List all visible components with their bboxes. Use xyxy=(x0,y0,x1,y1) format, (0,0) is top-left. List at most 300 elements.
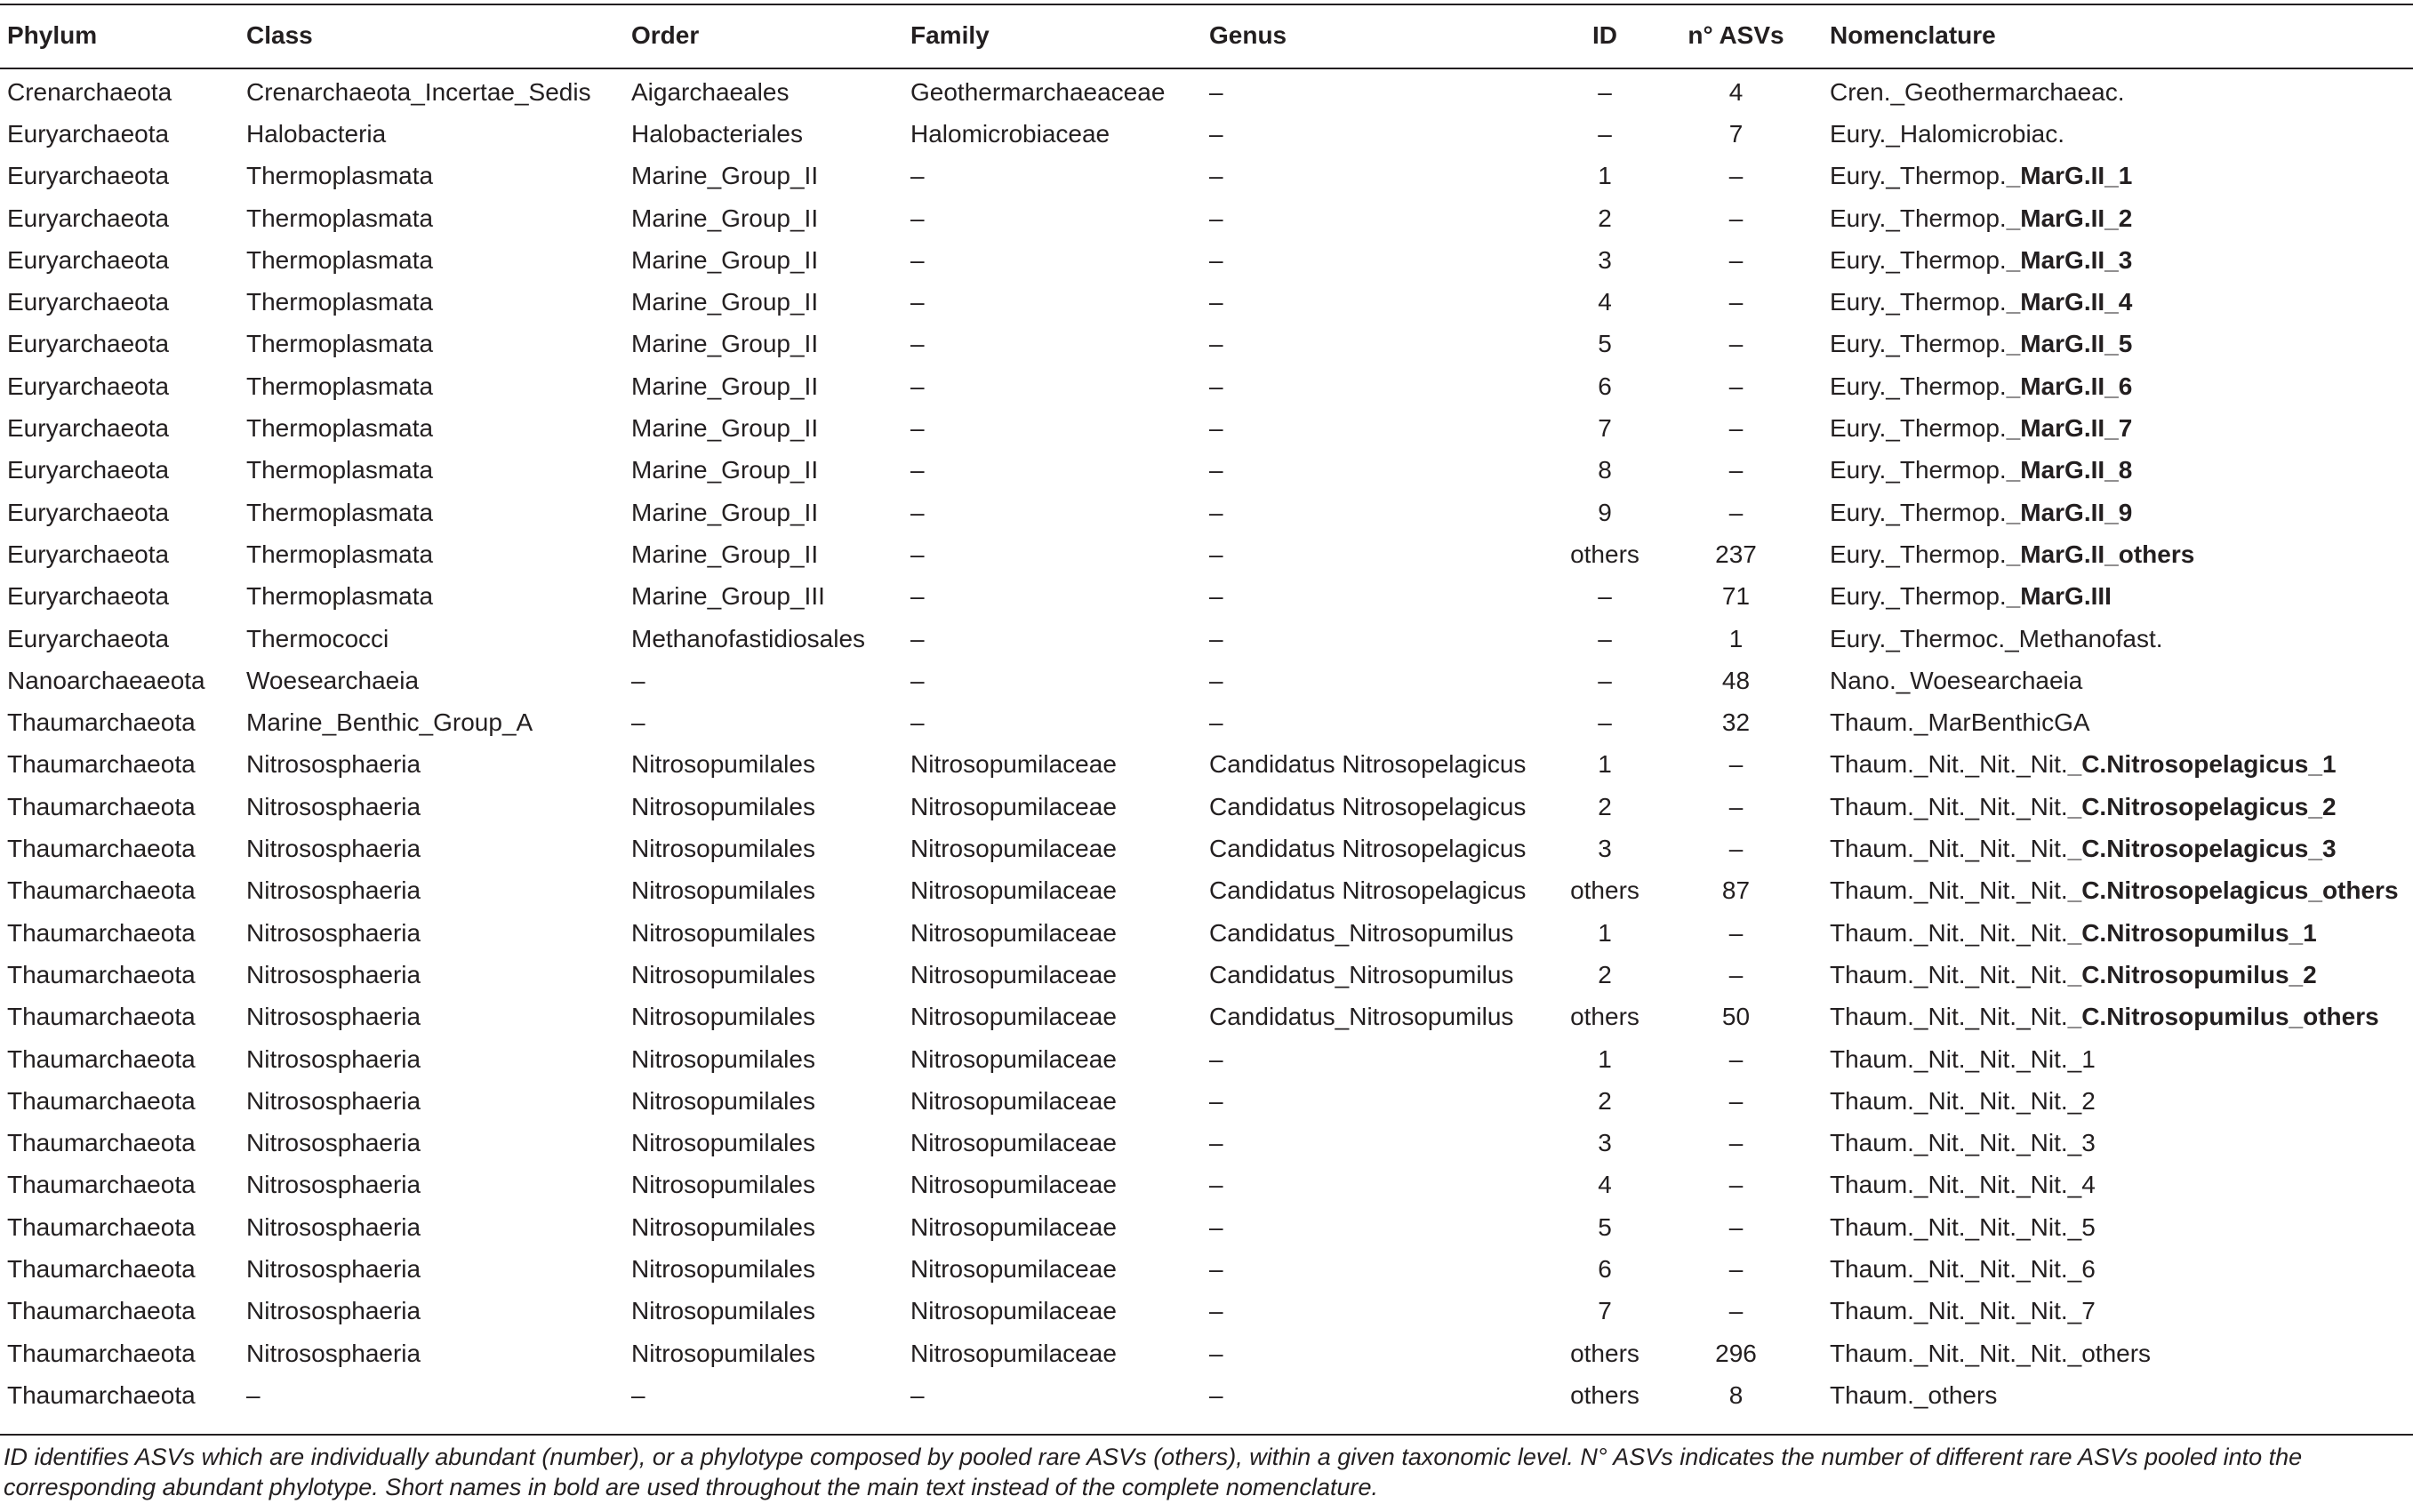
cell-id: – xyxy=(1598,666,1612,694)
cell-family: Nitrosopumilaceae xyxy=(910,918,1117,947)
table-header-row xyxy=(0,4,2413,68)
cell-family: Nitrosopumilaceae xyxy=(910,1297,1117,1325)
cell-family: – xyxy=(910,372,925,400)
cell-phylum: Crenarchaeota xyxy=(7,77,172,106)
cell-nomenclature xyxy=(1830,450,2132,492)
header-family: Family xyxy=(910,21,990,49)
cell-id: 4 xyxy=(1598,1171,1612,1199)
cell-id: 2 xyxy=(1598,960,1612,988)
cell-nomenclature xyxy=(1830,1374,1997,1416)
cell-genus: – xyxy=(1209,162,1223,190)
cell-genus: – xyxy=(1209,414,1223,443)
table-row xyxy=(0,786,2413,828)
cell-asv-count: – xyxy=(1728,162,1744,190)
cell-class: Nitrososphaeria xyxy=(246,1255,421,1284)
cell-class: – xyxy=(246,1380,261,1409)
cell-family: – xyxy=(910,414,925,443)
cell-asv-count: 50 xyxy=(1721,1003,1751,1031)
cell-asv-count: 8 xyxy=(1728,1380,1744,1409)
cell-phylum: Euryarchaeota xyxy=(7,288,170,316)
nomenclature-text: Eury._Thermoc._Methanofast. xyxy=(1830,624,2163,652)
cell-family: – xyxy=(910,162,925,190)
cell-genus: – xyxy=(1209,1171,1223,1199)
cell-order: Marine_Group_II xyxy=(631,288,819,316)
cell-class: Thermoplasmata xyxy=(246,288,434,316)
table-row xyxy=(0,828,2413,869)
cell-asv-count: – xyxy=(1728,750,1744,779)
cell-nomenclature xyxy=(1830,1332,2151,1374)
table-row xyxy=(0,1332,2413,1374)
cell-id: 1 xyxy=(1598,918,1612,947)
cell-asv-count: 87 xyxy=(1721,876,1751,905)
cell-order: Nitrosopumilales xyxy=(631,1129,815,1157)
nomenclature-short-name: _MarG.II_3 xyxy=(2006,245,2133,274)
nomenclature-text: Nano._Woesearchaeia xyxy=(1830,666,2083,694)
table-row xyxy=(0,324,2413,365)
cell-id: others xyxy=(1570,1380,1639,1409)
cell-family: – xyxy=(910,708,925,737)
cell-order: Nitrosopumilales xyxy=(631,1339,815,1367)
cell-phylum: Thaumarchaeota xyxy=(7,1212,196,1241)
nomenclature-text: Eury._Thermop. xyxy=(1830,204,2007,232)
cell-genus: – xyxy=(1209,1212,1223,1241)
nomenclature-text: Thaum._Nit._Nit._Nit. xyxy=(1830,960,2068,988)
header-genus: Genus xyxy=(1209,21,1287,49)
cell-order: – xyxy=(631,666,645,694)
cell-id: 2 xyxy=(1598,792,1612,820)
cell-class: Thermoplasmata xyxy=(246,162,434,190)
cell-genus: Candidatus_Nitrosopumilus xyxy=(1209,960,1514,988)
nomenclature-short-name: _MarG.II_4 xyxy=(2006,288,2133,316)
cell-genus: – xyxy=(1209,1044,1223,1073)
nomenclature-text: Eury._Thermop. xyxy=(1830,372,2007,400)
cell-family: Nitrosopumilaceae xyxy=(910,835,1117,863)
cell-phylum: Euryarchaeota xyxy=(7,498,170,526)
cell-family: – xyxy=(910,245,925,274)
cell-genus: – xyxy=(1209,582,1223,611)
table-row xyxy=(0,1291,2413,1332)
cell-nomenclature xyxy=(1830,324,2132,365)
cell-order: Nitrosopumilales xyxy=(631,960,815,988)
cell-genus: Candidatus_Nitrosopumilus xyxy=(1209,918,1514,947)
nomenclature-text: Eury._Thermop. xyxy=(1830,245,2007,274)
cell-nomenclature xyxy=(1830,197,2132,239)
cell-family: – xyxy=(910,624,925,652)
table-bottom-rule xyxy=(0,1434,2413,1436)
cell-asv-count: – xyxy=(1728,498,1744,526)
cell-class: Nitrososphaeria xyxy=(246,1086,421,1115)
table-row xyxy=(0,576,2413,618)
cell-nomenclature xyxy=(1830,870,2399,912)
cell-id: – xyxy=(1598,77,1612,106)
cell-class: Nitrososphaeria xyxy=(246,835,421,863)
cell-nomenclature xyxy=(1830,1123,2096,1164)
nomenclature-short-name: _C.Nitrosopelagicus_others xyxy=(2067,876,2399,905)
table-row xyxy=(0,1164,2413,1206)
cell-order: Marine_Group_III xyxy=(631,582,825,611)
nomenclature-short-name: _C.Nitrosopumilus_2 xyxy=(2067,960,2317,988)
cell-phylum: Euryarchaeota xyxy=(7,119,170,148)
cell-phylum: Thaumarchaeota xyxy=(7,960,196,988)
cell-id: 5 xyxy=(1598,1212,1612,1241)
nomenclature-text: Thaum._others xyxy=(1830,1380,1998,1409)
cell-id: 6 xyxy=(1598,372,1612,400)
cell-id: 7 xyxy=(1598,1297,1612,1325)
cell-class: Marine_Benthic_Group_A xyxy=(246,708,533,737)
table-row xyxy=(0,702,2413,744)
cell-id: 4 xyxy=(1598,288,1612,316)
cell-class: Crenarchaeota_Incertae_Sedis xyxy=(246,77,591,106)
cell-order: Nitrosopumilales xyxy=(631,918,815,947)
nomenclature-text: Eury._Thermop. xyxy=(1830,582,2007,611)
nomenclature-text: Thaum._MarBenthicGA xyxy=(1830,708,2090,737)
cell-id: 2 xyxy=(1598,1086,1612,1115)
cell-family: – xyxy=(910,582,925,611)
cell-genus: – xyxy=(1209,540,1223,568)
cell-class: Thermoplasmata xyxy=(246,582,434,611)
cell-class: Thermococci xyxy=(246,624,389,652)
table-row xyxy=(0,954,2413,996)
cell-nomenclature xyxy=(1830,113,2064,155)
nomenclature-text: Eury._Thermop. xyxy=(1830,162,2007,190)
cell-nomenclature xyxy=(1830,912,2317,954)
cell-asv-count: 32 xyxy=(1721,708,1751,737)
cell-family: Nitrosopumilaceae xyxy=(910,792,1117,820)
cell-family: Nitrosopumilaceae xyxy=(910,1339,1117,1367)
cell-genus: – xyxy=(1209,666,1223,694)
cell-order: Nitrosopumilales xyxy=(631,792,815,820)
cell-asv-count: – xyxy=(1728,1171,1744,1199)
nomenclature-short-name: _C.Nitrosopelagicus_3 xyxy=(2067,835,2337,863)
cell-class: Nitrososphaeria xyxy=(246,1297,421,1325)
table-row xyxy=(0,113,2413,155)
cell-asv-count: – xyxy=(1728,1255,1744,1284)
cell-id: others xyxy=(1570,1339,1639,1367)
cell-class: Thermoplasmata xyxy=(246,204,434,232)
cell-asv-count: 71 xyxy=(1721,582,1751,611)
cell-asv-count: 7 xyxy=(1728,119,1744,148)
cell-asv-count: – xyxy=(1728,792,1744,820)
cell-class: Nitrososphaeria xyxy=(246,750,421,779)
nomenclature-short-name: _MarG.II_1 xyxy=(2006,162,2133,190)
table-row xyxy=(0,1248,2413,1290)
cell-family: Nitrosopumilaceae xyxy=(910,1129,1117,1157)
cell-genus: – xyxy=(1209,119,1223,148)
nomenclature-text: Thaum._Nit._Nit._Nit. xyxy=(1830,918,2068,947)
cell-genus: Candidatus Nitrosopelagicus xyxy=(1209,835,1527,863)
cell-order: Nitrosopumilales xyxy=(631,1171,815,1199)
table-row xyxy=(0,660,2413,701)
cell-asv-count: – xyxy=(1728,204,1744,232)
cell-phylum: Euryarchaeota xyxy=(7,414,170,443)
cell-genus: – xyxy=(1209,1086,1223,1115)
cell-asv-count: – xyxy=(1728,1212,1744,1241)
cell-asv-count: – xyxy=(1728,372,1744,400)
nomenclature-text: Eury._Halomicrobiac. xyxy=(1830,119,2065,148)
cell-class: Woesearchaeia xyxy=(246,666,420,694)
cell-asv-count: – xyxy=(1728,288,1744,316)
cell-phylum: Thaumarchaeota xyxy=(7,792,196,820)
nomenclature-short-name: _C.Nitrosopumilus_1 xyxy=(2067,918,2317,947)
cell-id: 1 xyxy=(1598,1044,1612,1073)
cell-asv-count: – xyxy=(1728,330,1744,358)
cell-id: others xyxy=(1570,540,1639,568)
cell-id: 2 xyxy=(1598,204,1612,232)
cell-genus: – xyxy=(1209,1255,1223,1284)
cell-id: 1 xyxy=(1598,750,1612,779)
cell-family: Nitrosopumilaceae xyxy=(910,1044,1117,1073)
cell-order: Marine_Group_II xyxy=(631,498,819,526)
cell-asv-count: – xyxy=(1728,1044,1744,1073)
nomenclature-text: Thaum._Nit._Nit._Nit._4 xyxy=(1830,1171,2096,1199)
nomenclature-short-name: _MarG.II_others xyxy=(2006,540,2195,568)
cell-order: Nitrosopumilales xyxy=(631,876,815,905)
nomenclature-text: Eury._Thermop. xyxy=(1830,288,2007,316)
cell-id: 3 xyxy=(1598,1129,1612,1157)
table-row xyxy=(0,1038,2413,1080)
header-phylum: Phylum xyxy=(7,21,98,49)
cell-order: Marine_Group_II xyxy=(631,245,819,274)
cell-nomenclature xyxy=(1830,618,2163,660)
cell-order: Marine_Group_II xyxy=(631,456,819,484)
cell-asv-count: – xyxy=(1728,1297,1744,1325)
cell-phylum: Euryarchaeota xyxy=(7,456,170,484)
cell-nomenclature xyxy=(1830,828,2337,869)
cell-class: Nitrososphaeria xyxy=(246,1212,421,1241)
nomenclature-text: Thaum._Nit._Nit._Nit._5 xyxy=(1830,1212,2096,1241)
header-nomenclature: Nomenclature xyxy=(1830,21,1996,49)
table-row xyxy=(0,71,2413,113)
cell-nomenclature xyxy=(1830,1206,2096,1248)
nomenclature-short-name: _MarG.II_9 xyxy=(2006,498,2133,526)
table-row xyxy=(0,744,2413,786)
cell-nomenclature xyxy=(1830,282,2132,324)
table-row xyxy=(0,996,2413,1038)
cell-asv-count: – xyxy=(1728,1086,1744,1115)
table-row xyxy=(0,533,2413,575)
nomenclature-short-name: _C.Nitrosopumilus_others xyxy=(2067,1003,2379,1031)
table-row xyxy=(0,1080,2413,1122)
cell-id: 3 xyxy=(1598,245,1612,274)
nomenclature-text: Thaum._Nit._Nit._Nit. xyxy=(1830,1003,2068,1031)
nomenclature-text: Cren._Geothermarchaeac. xyxy=(1830,77,2125,106)
cell-phylum: Euryarchaeota xyxy=(7,162,170,190)
cell-order: Nitrosopumilales xyxy=(631,1212,815,1241)
cell-asv-count: – xyxy=(1728,918,1744,947)
cell-phylum: Euryarchaeota xyxy=(7,372,170,400)
cell-class: Thermoplasmata xyxy=(246,372,434,400)
cell-id: 3 xyxy=(1598,835,1612,863)
cell-family: Nitrosopumilaceae xyxy=(910,1212,1117,1241)
cell-class: Thermoplasmata xyxy=(246,414,434,443)
cell-phylum: Euryarchaeota xyxy=(7,245,170,274)
cell-family: Nitrosopumilaceae xyxy=(910,1171,1117,1199)
nomenclature-text: Eury._Thermop. xyxy=(1830,498,2007,526)
cell-id: – xyxy=(1598,119,1612,148)
cell-asv-count: 237 xyxy=(1715,540,1757,568)
cell-phylum: Thaumarchaeota xyxy=(7,876,196,905)
cell-genus: – xyxy=(1209,1129,1223,1157)
cell-nomenclature xyxy=(1830,1038,2096,1080)
cell-asv-count: – xyxy=(1728,1129,1744,1157)
header-asv-count: n° ASVs xyxy=(1687,21,1784,49)
cell-nomenclature xyxy=(1830,702,2090,744)
table-row xyxy=(0,492,2413,533)
cell-phylum: Thaumarchaeota xyxy=(7,1129,196,1157)
cell-phylum: Thaumarchaeota xyxy=(7,1297,196,1325)
cell-genus: – xyxy=(1209,204,1223,232)
nomenclature-text: Thaum._Nit._Nit._Nit._6 xyxy=(1830,1255,2096,1284)
table-row xyxy=(0,1123,2413,1164)
cell-family: – xyxy=(910,456,925,484)
cell-genus: Candidatus Nitrosopelagicus xyxy=(1209,876,1527,905)
cell-id: 1 xyxy=(1598,162,1612,190)
cell-asv-count: 1 xyxy=(1728,624,1744,652)
cell-genus: – xyxy=(1209,624,1223,652)
cell-order: Nitrosopumilales xyxy=(631,1255,815,1284)
cell-family: Geothermarchaeaceae xyxy=(910,77,1166,106)
table-row xyxy=(0,870,2413,912)
cell-family: Nitrosopumilaceae xyxy=(910,876,1117,905)
cell-nomenclature xyxy=(1830,1291,2096,1332)
nomenclature-short-name: _MarG.II_7 xyxy=(2006,414,2133,443)
cell-class: Nitrososphaeria xyxy=(246,960,421,988)
cell-nomenclature xyxy=(1830,239,2132,281)
cell-id: – xyxy=(1598,708,1612,737)
cell-class: Nitrososphaeria xyxy=(246,1171,421,1199)
cell-order: Methanofastidiosales xyxy=(631,624,866,652)
cell-id: 6 xyxy=(1598,1255,1612,1284)
cell-id: – xyxy=(1598,582,1612,611)
nomenclature-short-name: _MarG.III xyxy=(2006,582,2112,611)
cell-nomenclature xyxy=(1830,1248,2096,1290)
cell-phylum: Thaumarchaeota xyxy=(7,1044,196,1073)
cell-order: Nitrosopumilales xyxy=(631,1044,815,1073)
cell-class: Nitrososphaeria xyxy=(246,1044,421,1073)
cell-phylum: Thaumarchaeota xyxy=(7,1339,196,1367)
cell-genus: – xyxy=(1209,498,1223,526)
nomenclature-short-name: _C.Nitrosopelagicus_1 xyxy=(2067,750,2337,779)
cell-class: Thermoplasmata xyxy=(246,498,434,526)
cell-class: Thermoplasmata xyxy=(246,456,434,484)
cell-genus: Candidatus_Nitrosopumilus xyxy=(1209,1003,1514,1031)
cell-class: Halobacteria xyxy=(246,119,387,148)
cell-family: – xyxy=(910,666,925,694)
cell-nomenclature xyxy=(1830,1164,2096,1206)
cell-order: Marine_Group_II xyxy=(631,540,819,568)
nomenclature-text: Eury._Thermop. xyxy=(1830,540,2007,568)
cell-phylum: Thaumarchaeota xyxy=(7,1086,196,1115)
cell-nomenclature xyxy=(1830,1080,2096,1122)
cell-order: – xyxy=(631,1380,645,1409)
cell-asv-count: 296 xyxy=(1715,1339,1757,1367)
nomenclature-short-name: _MarG.II_6 xyxy=(2006,372,2133,400)
nomenclature-text: Thaum._Nit._Nit._Nit. xyxy=(1830,750,2068,779)
cell-class: Nitrososphaeria xyxy=(246,918,421,947)
cell-order: Nitrosopumilales xyxy=(631,835,815,863)
cell-asv-count: – xyxy=(1728,456,1744,484)
cell-nomenclature xyxy=(1830,786,2337,828)
nomenclature-short-name: _MarG.II_8 xyxy=(2006,456,2133,484)
nomenclature-text: Thaum._Nit._Nit._Nit. xyxy=(1830,835,2068,863)
cell-nomenclature xyxy=(1830,407,2132,449)
cell-asv-count: – xyxy=(1728,960,1744,988)
nomenclature-text: Thaum._Nit._Nit._Nit._3 xyxy=(1830,1129,2096,1157)
table-row xyxy=(0,239,2413,281)
cell-family: – xyxy=(910,204,925,232)
cell-phylum: Thaumarchaeota xyxy=(7,708,196,737)
header-id: ID xyxy=(1592,21,1617,49)
cell-phylum: Euryarchaeota xyxy=(7,582,170,611)
cell-asv-count: – xyxy=(1728,245,1744,274)
cell-id: 5 xyxy=(1598,330,1612,358)
cell-nomenclature xyxy=(1830,660,2082,701)
cell-family: Nitrosopumilaceae xyxy=(910,1003,1117,1031)
cell-id: 7 xyxy=(1598,414,1612,443)
cell-family: Nitrosopumilaceae xyxy=(910,1255,1117,1284)
cell-order: Nitrosopumilales xyxy=(631,1003,815,1031)
nomenclature-short-name: _MarG.II_5 xyxy=(2006,330,2133,358)
cell-asv-count: – xyxy=(1728,835,1744,863)
nomenclature-text: Thaum._Nit._Nit._Nit. xyxy=(1830,792,2068,820)
cell-order: Marine_Group_II xyxy=(631,330,819,358)
cell-genus: – xyxy=(1209,288,1223,316)
cell-id: 9 xyxy=(1598,498,1612,526)
cell-phylum: Thaumarchaeota xyxy=(7,1380,196,1409)
cell-phylum: Euryarchaeota xyxy=(7,540,170,568)
header-order: Order xyxy=(631,21,700,49)
table-row xyxy=(0,365,2413,407)
nomenclature-text: Thaum._Nit._Nit._Nit. xyxy=(1830,876,2068,905)
cell-phylum: Euryarchaeota xyxy=(7,624,170,652)
table-row xyxy=(0,450,2413,492)
cell-order: Nitrosopumilales xyxy=(631,750,815,779)
table-row xyxy=(0,1206,2413,1248)
nomenclature-text: Eury._Thermop. xyxy=(1830,414,2007,443)
cell-family: – xyxy=(910,1380,925,1409)
cell-order: Marine_Group_II xyxy=(631,372,819,400)
cell-class: Thermoplasmata xyxy=(246,245,434,274)
table-row xyxy=(0,618,2413,660)
cell-id: – xyxy=(1598,624,1612,652)
cell-class: Nitrososphaeria xyxy=(246,792,421,820)
cell-nomenclature xyxy=(1830,996,2379,1038)
cell-family: – xyxy=(910,288,925,316)
cell-class: Nitrososphaeria xyxy=(246,876,421,905)
cell-order: Halobacteriales xyxy=(631,119,803,148)
cell-phylum: Thaumarchaeota xyxy=(7,835,196,863)
cell-genus: Candidatus Nitrosopelagicus xyxy=(1209,792,1527,820)
cell-id: others xyxy=(1570,876,1639,905)
cell-asv-count: 48 xyxy=(1721,666,1751,694)
cell-genus: – xyxy=(1209,245,1223,274)
nomenclature-short-name: _MarG.II_2 xyxy=(2006,204,2133,232)
cell-order: Marine_Group_II xyxy=(631,204,819,232)
cell-phylum: Thaumarchaeota xyxy=(7,1255,196,1284)
cell-order: Nitrosopumilales xyxy=(631,1297,815,1325)
cell-genus: – xyxy=(1209,708,1223,737)
cell-genus: – xyxy=(1209,1339,1223,1367)
cell-id: 8 xyxy=(1598,456,1612,484)
table-row xyxy=(0,407,2413,449)
cell-family: Nitrosopumilaceae xyxy=(910,1086,1117,1115)
cell-class: Nitrososphaeria xyxy=(246,1003,421,1031)
cell-asv-count: 4 xyxy=(1728,77,1744,106)
nomenclature-text: Thaum._Nit._Nit._Nit._2 xyxy=(1830,1086,2096,1115)
cell-nomenclature xyxy=(1830,492,2132,533)
cell-nomenclature xyxy=(1830,365,2132,407)
cell-phylum: Thaumarchaeota xyxy=(7,750,196,779)
